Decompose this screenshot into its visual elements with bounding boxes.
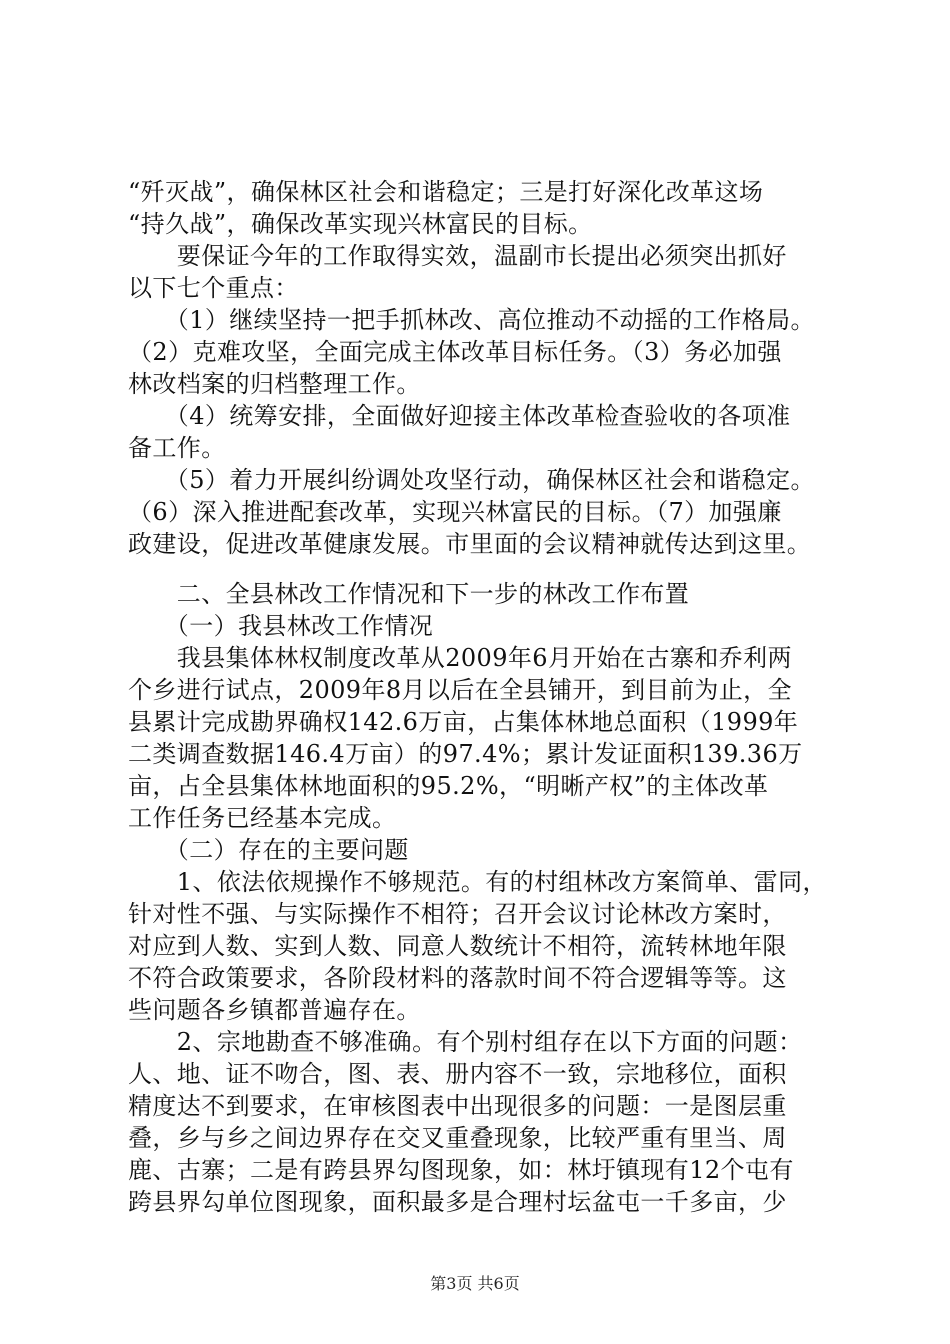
text-line: 跨县界勾单位图现象，面积最多是合理村坛盆屯一千多亩，少: [128, 1188, 787, 1216]
text-line: （1）继续坚持一把手抓林改、高位推动不动摇的工作格局。: [128, 306, 815, 334]
text-line: （2）克难攻坚，全面完成主体改革目标任务。（3）务必加强: [128, 338, 782, 366]
text-line: 备工作。: [128, 434, 226, 462]
text-line: 叠，乡与乡之间边界存在交叉重叠现象，比较严重有里当、周: [128, 1124, 787, 1152]
text-line: 2、宗地勘查不够准确。有个别村组存在以下方面的问题：: [128, 1028, 803, 1056]
text-line: 鹿、古寨；二是有跨县界勾图现象，如：林圩镇现有12个屯有: [128, 1156, 794, 1184]
text-line: 要保证今年的工作取得实效，温副市长提出必须突出抓好: [128, 242, 787, 270]
section-heading: 二、全县林改工作情况和下一步的林改工作布置: [128, 580, 690, 608]
subsection-heading: （一）我县林改工作情况: [128, 612, 434, 640]
text-line: 针对性不强、与实际操作不相符；召开会议讨论林改方案时，: [128, 900, 787, 928]
text-line: （6）深入推进配套改革，实现兴林富民的目标。（7）加强廉: [128, 498, 782, 526]
text-line: 不符合政策要求，各阶段材料的落款时间不符合逻辑等等。这: [128, 964, 787, 992]
text-line: （4）统筹安排，全面做好迎接主体改革检查验收的各项准: [128, 402, 791, 430]
text-line: 县累计完成勘界确权142.6万亩，占集体林地总面积（1999年: [128, 708, 799, 736]
text-line: 些问题各乡镇都普遍存在。: [128, 996, 421, 1024]
text-line: 1、依法依规操作不够规范。有的村组林改方案简单、雷同，: [128, 868, 827, 896]
text-line: 对应到人数、实到人数、同意人数统计不相符，流转林地年限: [128, 932, 787, 960]
text-line: 工作任务已经基本完成。: [128, 804, 397, 832]
subsection-heading: （二）存在的主要问题: [128, 836, 409, 864]
text-line: 政建设，促进改革健康发展。市里面的会议精神就传达到这里。: [128, 530, 812, 558]
text-line: 二类调查数据146.4万亩）的97.4%；累计发证面积139.36万: [128, 740, 803, 768]
text-line: 我县集体林权制度改革从2009年6月开始在古寨和乔利两: [128, 644, 792, 672]
text-line: 精度达不到要求，在审核图表中出现很多的问题：一是图层重: [128, 1092, 787, 1120]
text-line: 人、地、证不吻合，图、表、册内容不一致，宗地移位，面积: [128, 1060, 787, 1088]
text-line: “持久战”，确保改革实现兴林富民的目标。: [128, 210, 593, 238]
text-line: 亩，占全县集体林地面积的95.2%，“明晰产权”的主体改革: [128, 772, 769, 800]
text-line: 个乡进行试点，2009年8月以后在全县铺开，到目前为止，全: [128, 676, 792, 704]
text-line: 林改档案的归档整理工作。: [128, 370, 421, 398]
text-line: 以下七个重点：: [128, 274, 299, 302]
page-number-footer: 第3页 共6页: [430, 1274, 520, 1293]
text-line: （5）着力开展纠纷调处攻坚行动，确保林区社会和谐稳定。: [128, 466, 815, 494]
text-line: “歼灭战”，确保林区社会和谐稳定；三是打好深化改革这场: [128, 178, 764, 206]
